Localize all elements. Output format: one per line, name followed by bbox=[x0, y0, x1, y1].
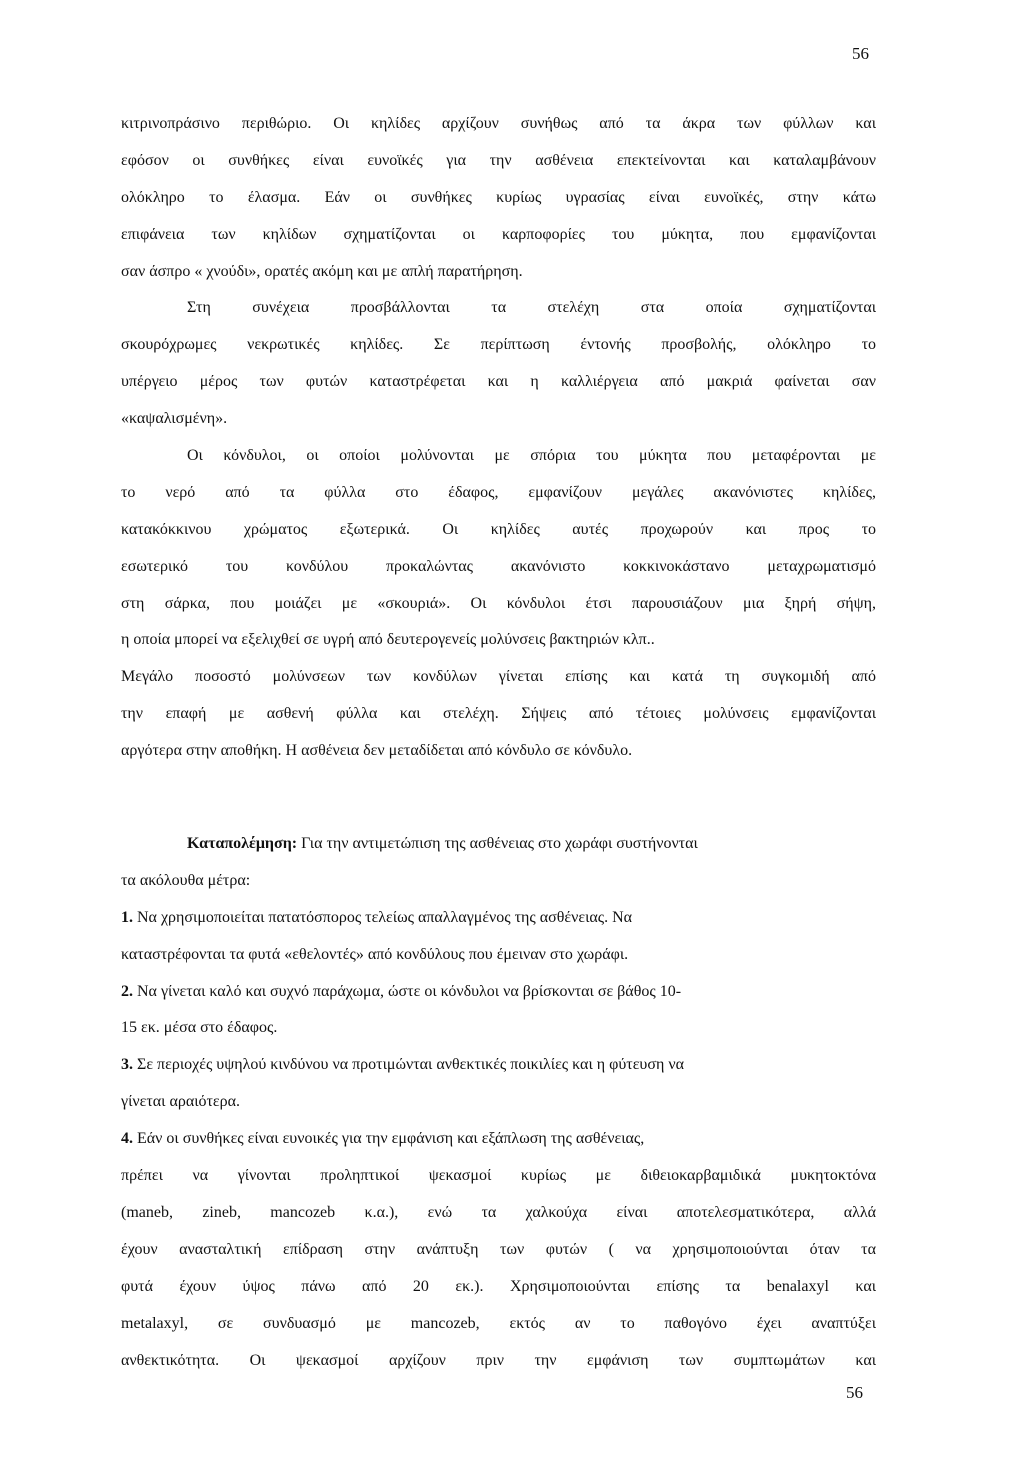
text-line: εσωτερικό του κονδύλου προκαλώντας ακανόνιστο κοκκινοκάστανο μεταχρωματισμό bbox=[121, 557, 876, 575]
text-line: κιτρινοπράσινο περιθώριο. Οι κηλίδες αρχίζουν συνήθως από τα άκρα των φύλλων και bbox=[121, 115, 876, 132]
list-item-text: Να γίνεται καλό και συχνό παράχωμα, ώστε οι κόνδυλοι να βρίσκονται σε βάθος 10- bbox=[137, 982, 682, 1000]
text-line: σκουρόχρωμες νεκρωτικές κηλίδες. Σε περίπτωση έντονής προσβολής, ολόκληρο το bbox=[121, 336, 876, 354]
text-line: Οι κόνδυλοι, οι οποίοι μολύνονται με σπόρια του μύκητα που μεταφέρονται με bbox=[187, 447, 876, 465]
text-line: metalaxyl, σε συνδυασμό με mancozeb, εκτός αν το παθογόνο έχει αναπτύξει bbox=[121, 1314, 876, 1332]
text-line: Μεγάλο ποσοστό μολύνσεων των κονδύλων γίνεται επίσης και κατά τη συγκομιδή από bbox=[121, 668, 876, 686]
list-item-1 bbox=[121, 900, 876, 937]
text-line: «καψαλισμένη». bbox=[121, 410, 228, 428]
page-number-top: 56 bbox=[852, 44, 869, 63]
text-line: σαν άσπρο « χνούδι», ορατές ακόμη και με απλή παρατήρηση. bbox=[121, 262, 523, 280]
text-line: Στη συνέχεια προσβάλλονται τα στελέχη στα οποία σχηματίζονται bbox=[187, 299, 876, 317]
text-line: καταστρέφονται τα φυτά «εθελοντές» από κονδύλους που έμειναν στο χωράφι. bbox=[121, 945, 629, 963]
list-number: 1. bbox=[121, 908, 133, 926]
text-line: επιφάνεια των κηλίδων σχηματίζονται οι καρποφορίες του μύκητα, που εμφανίζονται bbox=[121, 225, 876, 243]
section-gap bbox=[121, 770, 876, 826]
text-line: αργότερα στην αποθήκη. Η ασθένεια δεν μεταδίδεται από κόνδυλο σε κόνδυλο. bbox=[121, 742, 633, 760]
measures-heading-line bbox=[121, 826, 876, 863]
text-line: έχουν ανασταλτική επίδραση στην ανάπτυξη των φυτών ( να χρησιμοποιούνται όταν τα bbox=[121, 1240, 876, 1258]
page-number-bottom: 56 bbox=[846, 1383, 863, 1402]
text-line: 15 εκ. μέσα στο έδαφος. bbox=[121, 1019, 278, 1037]
text-line: υπέργειο μέρος των φυτών καταστρέφεται και η καλλιέργεια από μακριά φαίνεται σαν bbox=[121, 373, 876, 391]
text-line: τα ακόλουθα μέτρα: bbox=[121, 871, 251, 889]
list-item-4 bbox=[121, 1121, 876, 1158]
list-item-2 bbox=[121, 974, 876, 1011]
text-line: στη σάρκα, που μοιάζει με «σκουριά». Οι κόνδυλοι έτσι παρουσιάζουν μια ξηρή σήψη, bbox=[121, 594, 876, 612]
list-item-3 bbox=[121, 1047, 876, 1084]
text-line: κατακόκκινου χρώματος εξωτερικά. Οι κηλίδες αυτές προχωρούν και προς το bbox=[121, 520, 876, 538]
list-number: 4. bbox=[121, 1130, 133, 1148]
list-item-text: Εάν οι συνθήκες είναι ευνοικές για την εμφάνιση και εξάπλωση της ασθένειας, bbox=[137, 1130, 645, 1148]
list-number: 3. bbox=[121, 1056, 133, 1074]
text-line: ολόκληρο το έλασμα. Εάν οι συνθήκες κυρίως υγρασίας είναι ευνοϊκές, στην κάτω bbox=[121, 188, 876, 206]
list-number: 2. bbox=[121, 982, 133, 1000]
list-item-text: Σε περιοχές υψηλού κινδύνου να προτιμώνται ανθεκτικές ποικιλίες και η φύτευση να bbox=[137, 1056, 684, 1074]
text-line: εφόσον οι συνθήκες είναι ευνοϊκές για την ασθένεια επεκτείνονται και καταλαμβάνουν bbox=[121, 151, 876, 169]
page-body bbox=[121, 106, 876, 1379]
measures-heading-label: Καταπολέμηση: bbox=[187, 835, 298, 853]
measures-heading-text: Για την αντιμετώπιση της ασθένειας στο χωράφι συστήνονται bbox=[301, 835, 698, 853]
text-line: πρέπει να γίνονται προληπτικοί ψεκασμοί κυρίως με διθειοκαρβαμιδικά μυκητοκτόνα bbox=[121, 1167, 876, 1185]
list-item-text: Να χρησιμοποιείται πατατόσπορος τελείως απαλλαγμένος της ασθένειας. Να bbox=[137, 908, 633, 926]
text-line: (maneb, zineb, mancozeb κ.α.), ενώ τα χαλκούχα είναι αποτελεσματικότερα, αλλά bbox=[121, 1203, 876, 1221]
text-line: ανθεκτικότητα. Οι ψεκασμοί αρχίζουν πριν την εμφάνιση των συμπτωμάτων και bbox=[121, 1351, 876, 1369]
text-line: το νερό από τα φύλλα στο έδαφος, εμφανίζουν μεγάλες ακανόνιστες κηλίδες, bbox=[121, 483, 876, 501]
text-line: φυτά έχουν ύψος πάνω από 20 εκ.). Χρησιμοποιούνται επίσης τα benalaxyl και bbox=[121, 1277, 876, 1295]
text-line: την επαφή με ασθενή φύλλα και στελέχη. Σήψεις από τέτοιες μολύνσεις εμφανίζονται bbox=[121, 705, 876, 723]
text-line: η οποία μπορεί να εξελιχθεί σε υγρή από δευτερογενείς μολύνσεις βακτηριών κλπ.. bbox=[121, 631, 655, 649]
text-line: γίνεται αραιότερα. bbox=[121, 1093, 241, 1111]
